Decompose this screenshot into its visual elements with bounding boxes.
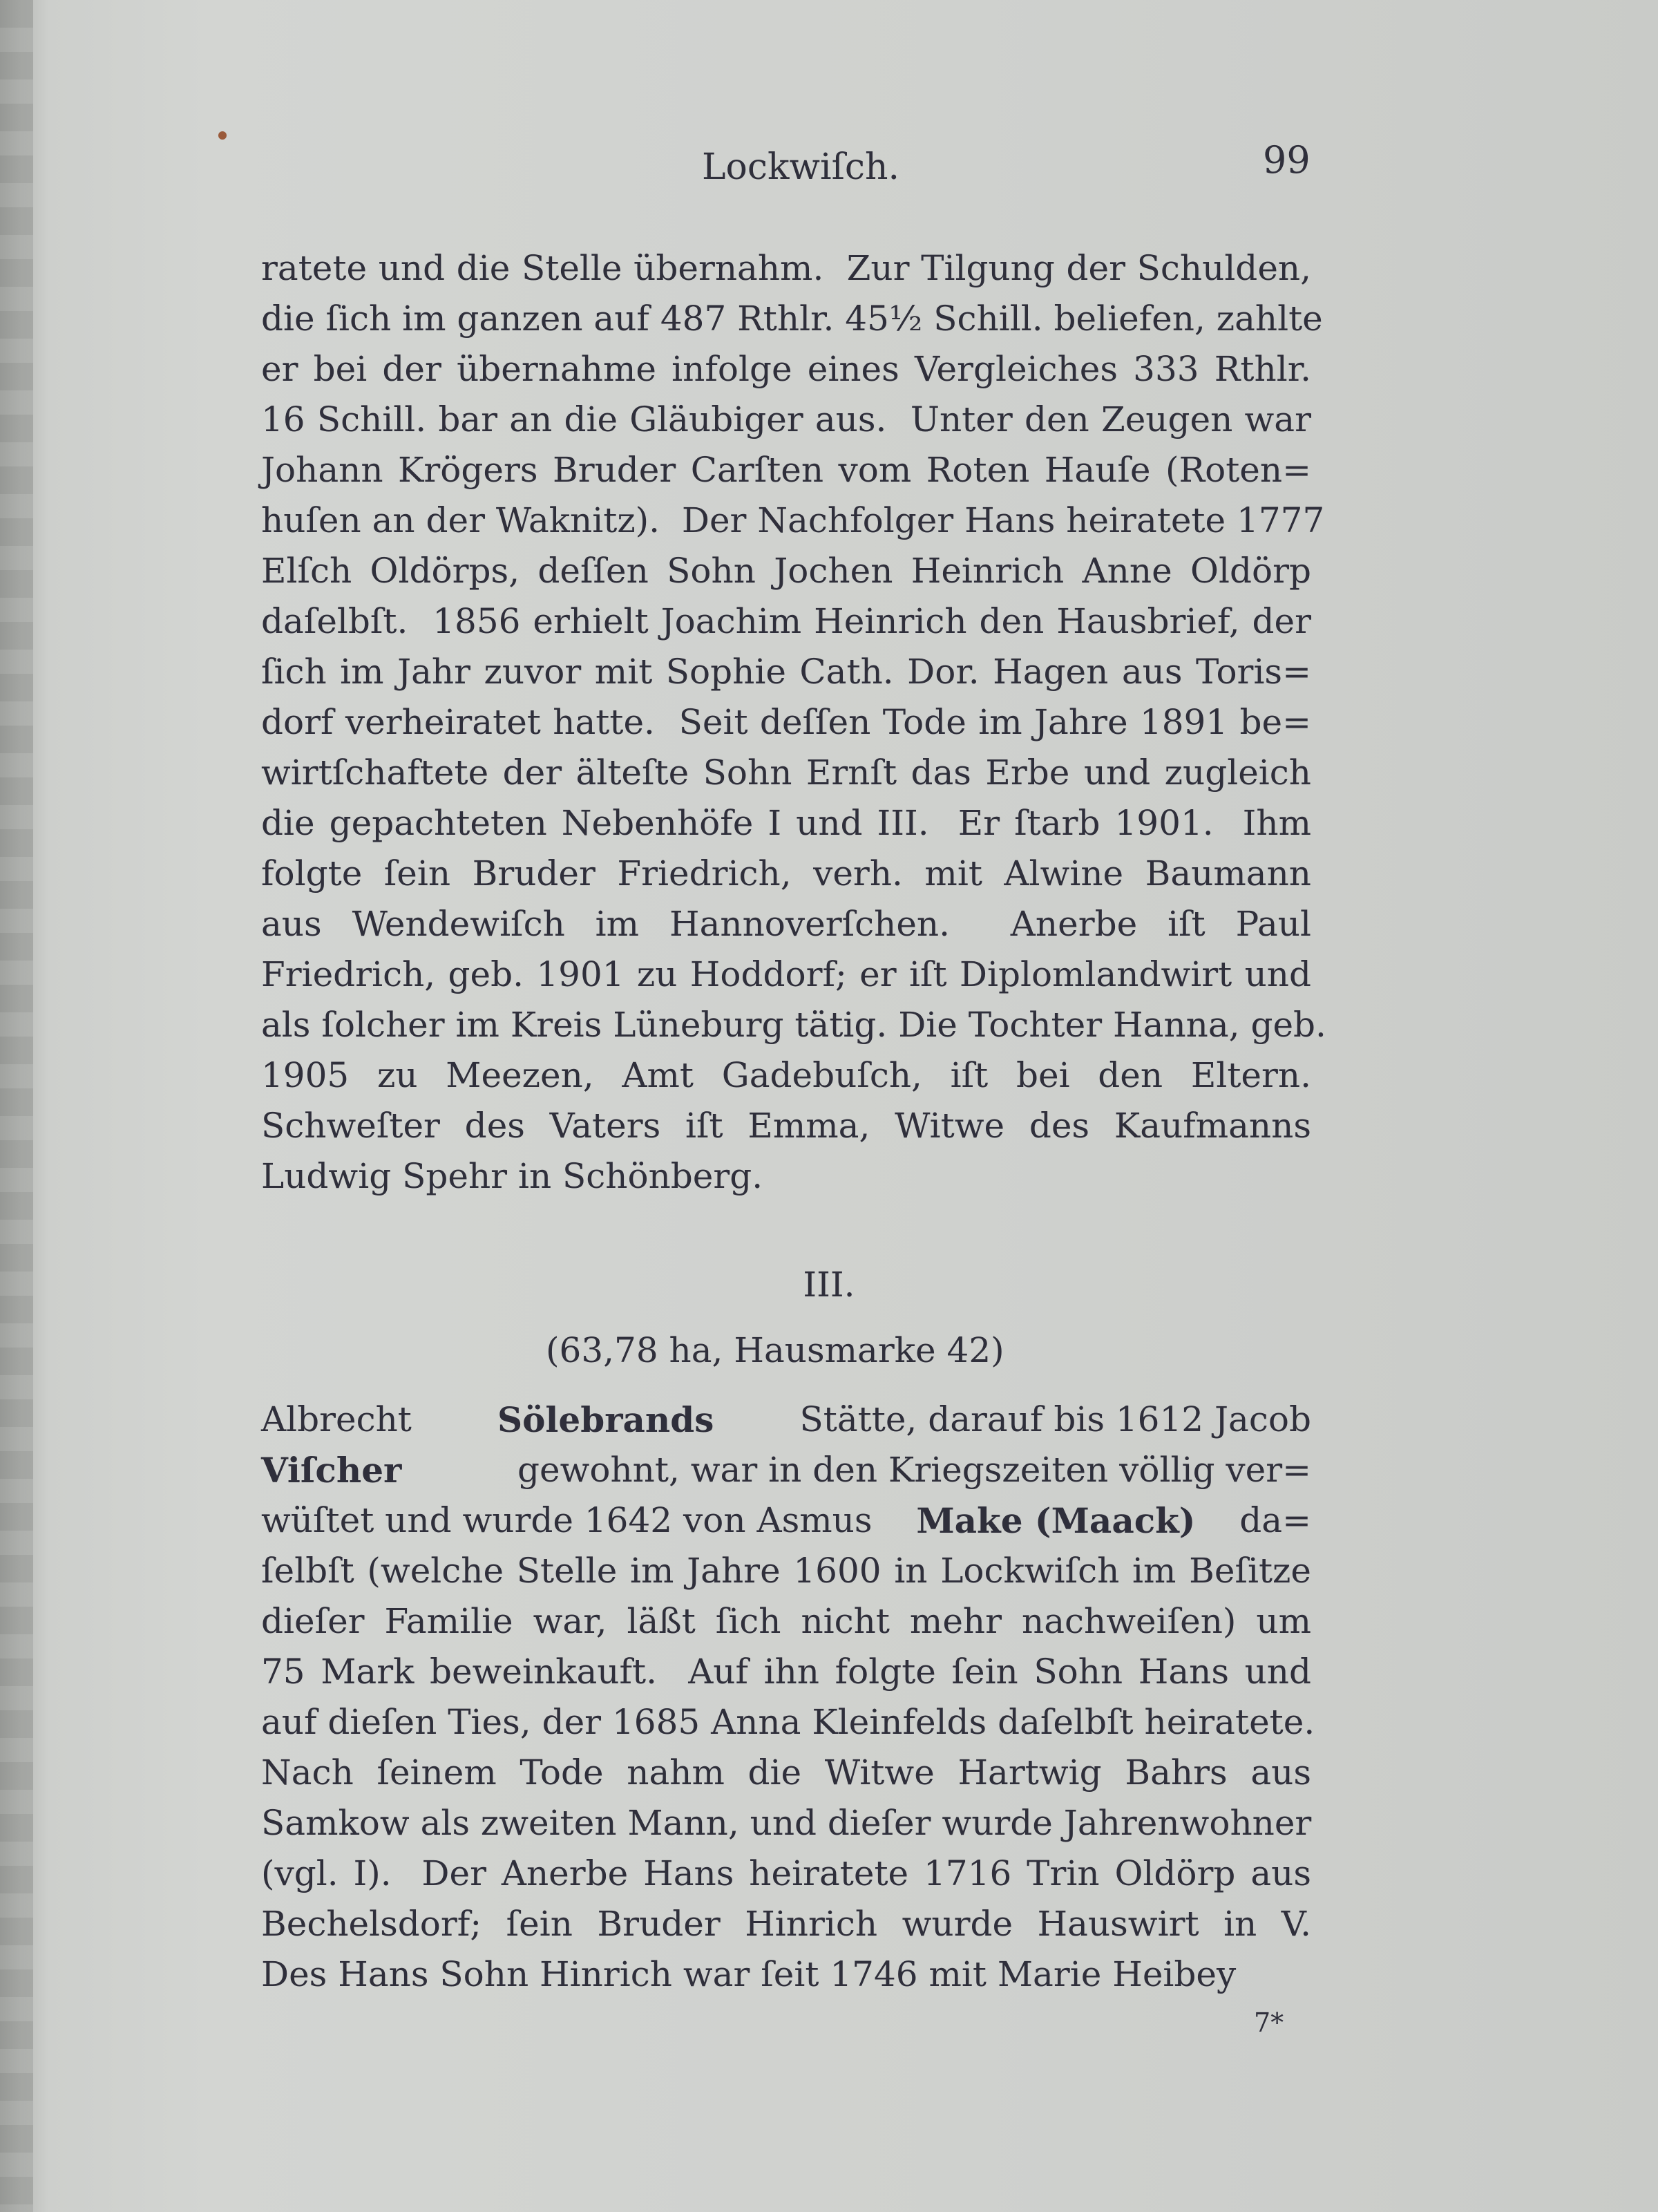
text-line [261,1000,1326,1050]
text-line [261,1495,1311,1546]
text-line [261,1546,1311,1596]
section-number: III. [803,1265,855,1305]
page-number: 99 [1263,138,1311,182]
text-line [261,1445,1311,1495]
text-line [261,243,1311,294]
text-segment: er bei der übernahme infolge eines Vergleiches 333 Rthlr. [261,349,1311,389]
text-line [261,294,1323,344]
text-segment: Stätte, darauf bis 1612 Jacob [788,1399,1311,1439]
text-line [261,546,1311,596]
text-line [261,798,1311,849]
text-segment: (vgl. I). Der Anerbe Hans heiratete 1716 Trin Oldörp aus [261,1853,1311,1893]
text-line [261,647,1311,697]
text-line [261,445,1311,495]
text-segment: Friedrich, geb. 1901 zu Hoddorf; er iſt Diplomlandwirt und [261,954,1311,994]
text-segment: auf dieſen Ties, der 1685 Anna Kleinfelds daſelbſt heiratete. [261,1702,1315,1742]
text-segment: Nach ſeinem Tode nahm die Witwe Hartwig Bahrs aus [261,1752,1311,1793]
text-segment: Ludwig Spehr in Schönberg. [261,1156,763,1196]
text-line [261,697,1311,748]
text-segment: Des Hans Sohn Hinrich war ſeit 1746 mit Marie Heibey [261,1954,1237,1994]
text-segment: wüſtet und wurde 1642 von Asmus [261,1500,884,1540]
text-segment: Bechelsdorf; ſein Bruder Hinrich wurde Hauswirt in V. [261,1904,1311,1944]
section-subtitle: (63,78 ha, Hausmarke 42) [546,1330,1004,1370]
paragraph-1 [261,243,1326,1202]
text-segment: Samkow als zweiten Mann, und dieſer wurde Jahrenwohner [261,1803,1312,1843]
text-segment: dieſer Familie war, läßt ſich nicht mehr nachweiſen) um [261,1601,1311,1641]
paragraph-2 [261,1395,1315,2000]
adjacent-page-edge [0,0,33,2212]
paper-stain [218,131,227,140]
bold-name: Make (Maack) [916,1500,1196,1541]
text-segment: wirtſchaftete der älteſte Sohn Ernſt das Erbe und zugleich [261,753,1311,793]
text-line [261,1748,1311,1798]
text-segment: gewohnt, war in den Kriegszeiten völlig ver= [506,1450,1311,1490]
text-segment: dorf verheiratet hatte. Seit deſſen Tode im Jahre 1891 be= [261,702,1311,742]
signature-mark: 7* [1254,2007,1284,2038]
text-segment: huſen an der Waknitz). Der Nachfolger Hans heiratete 1777 [261,500,1325,540]
text-line [261,949,1311,1000]
text-line [261,596,1311,647]
text-segment: die gepachteten Nebenhöfe I und III. Er ſtarb 1901. Ihm [261,803,1311,843]
text-segment: 75 Mark beweinkauft. Auf ihn folgte ſein Sohn Hans und [261,1652,1311,1692]
text-segment: ratete und die Stelle übernahm. Zur Tilgung der Schulden, [261,248,1311,288]
text-line [261,1697,1315,1748]
text-line [261,1395,1311,1445]
text-line [261,495,1325,546]
text-line [261,1647,1311,1697]
text-segment: als ſolcher im Kreis Lüneburg tätig. Die Tochter Hanna, geb. [261,1005,1326,1045]
text-line [261,1151,1311,1202]
text-line [261,1949,1311,2000]
text-line [261,1849,1311,1899]
text-segment: ſich im Jahr zuvor mit Sophie Cath. Dor. Hagen aus Toris= [261,652,1311,692]
text-line [261,395,1311,445]
text-segment: folgte ſein Bruder Friedrich, verh. mit Alwine Baumann [261,853,1311,894]
text-segment: Albrecht [261,1399,423,1439]
text-segment: daſelbſt. 1856 erhielt Joachim Heinrich den Hausbrief, der [261,601,1311,641]
text-segment: da= [1228,1500,1311,1540]
running-header: Lockwiſch. [702,146,899,188]
text-segment: Schweſter des Vaters iſt Emma, Witwe des Kaufmanns [261,1106,1311,1146]
text-line [261,344,1311,395]
bold-name: Sölebrands [497,1399,714,1440]
text-segment: Elſch Oldörps, deſſen Sohn Jochen Heinrich Anne Oldörp [261,551,1311,591]
text-line [261,899,1311,949]
text-line [261,1798,1311,1849]
text-line [261,1899,1311,1949]
text-line [261,748,1311,798]
text-segment: die ſich im ganzen auf 487 Rthlr. 45½ Schill. beliefen, zahlte [261,299,1323,339]
text-segment: 1905 zu Meezen, Amt Gadebuſch, iſt bei den Eltern. [261,1055,1311,1095]
text-segment: 16 Schill. bar an die Gläubiger aus. Unter den Zeugen war [261,399,1311,439]
text-segment: ſelbſt (welche Stelle im Jahre 1600 in Lockwiſch im Beſitze [261,1551,1311,1591]
bold-name: Viſcher [261,1450,402,1491]
text-segment: aus Wendewiſch im Hannoverſchen. Anerbe iſt Paul [261,904,1311,944]
text-line [261,849,1311,899]
text-segment: Johann Krögers Bruder Carſten vom Roten Hauſe (Roten= [261,450,1311,490]
text-line [261,1050,1311,1101]
text-line [261,1596,1311,1647]
text-line [261,1101,1311,1151]
